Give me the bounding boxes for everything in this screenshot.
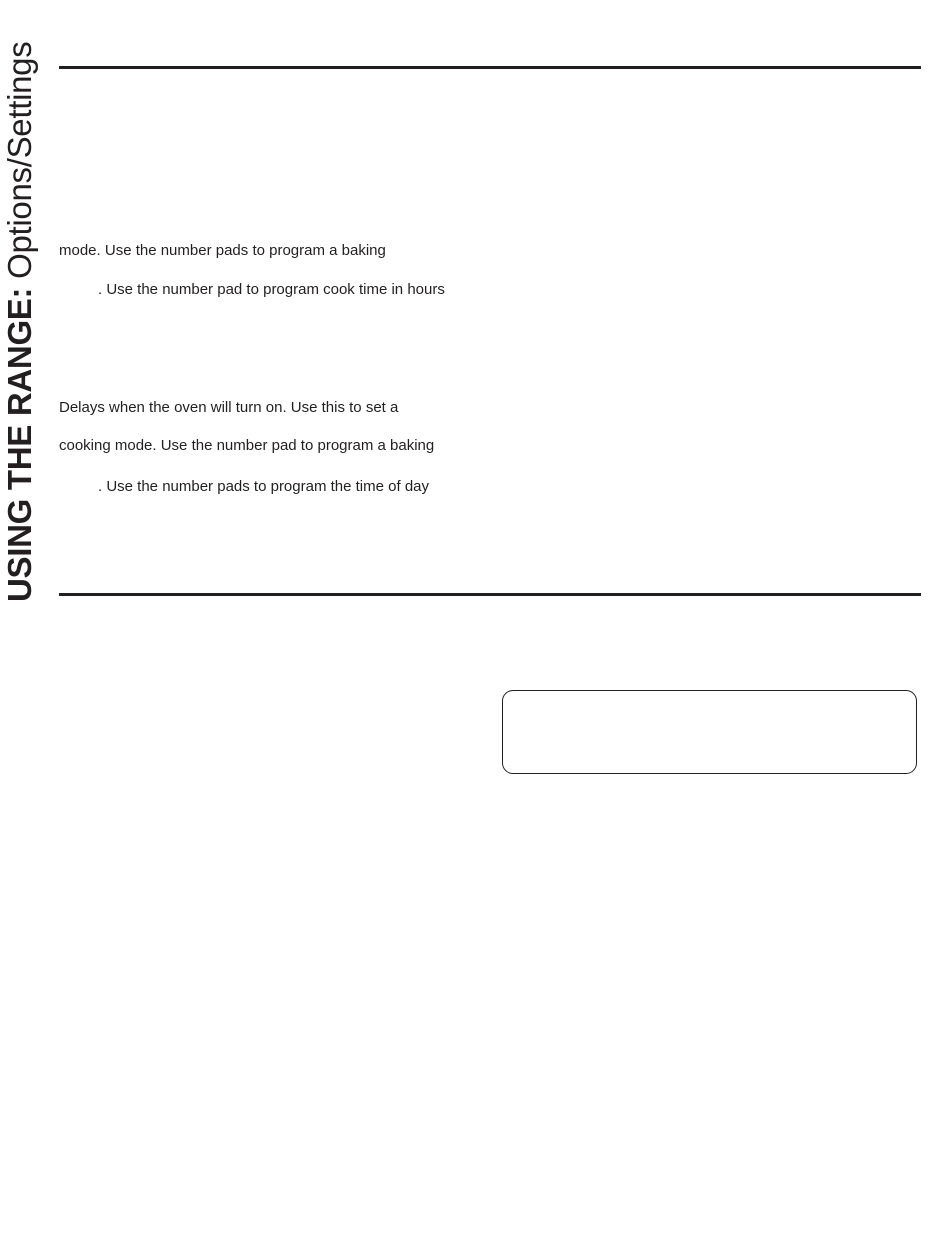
section-heading-bold: USING THE RANGE: xyxy=(1,287,38,602)
body-text-line: mode. Use the number pads to program a baking xyxy=(59,242,386,259)
bottom-divider xyxy=(59,593,921,596)
body-text-line: Delays when the oven will turn on. Use this to set a xyxy=(59,399,399,416)
body-text-line: . Use the number pads to program the time of day xyxy=(98,478,430,495)
section-heading-subtitle: Options/Settings xyxy=(1,41,38,288)
section-heading xyxy=(3,42,37,602)
body-text-line: . Use the number pad to program cook time in hours xyxy=(98,281,445,298)
body-text-line: cooking mode. Use the number pad to program a baking xyxy=(59,437,435,454)
note-box xyxy=(502,690,917,774)
top-divider xyxy=(59,66,921,69)
